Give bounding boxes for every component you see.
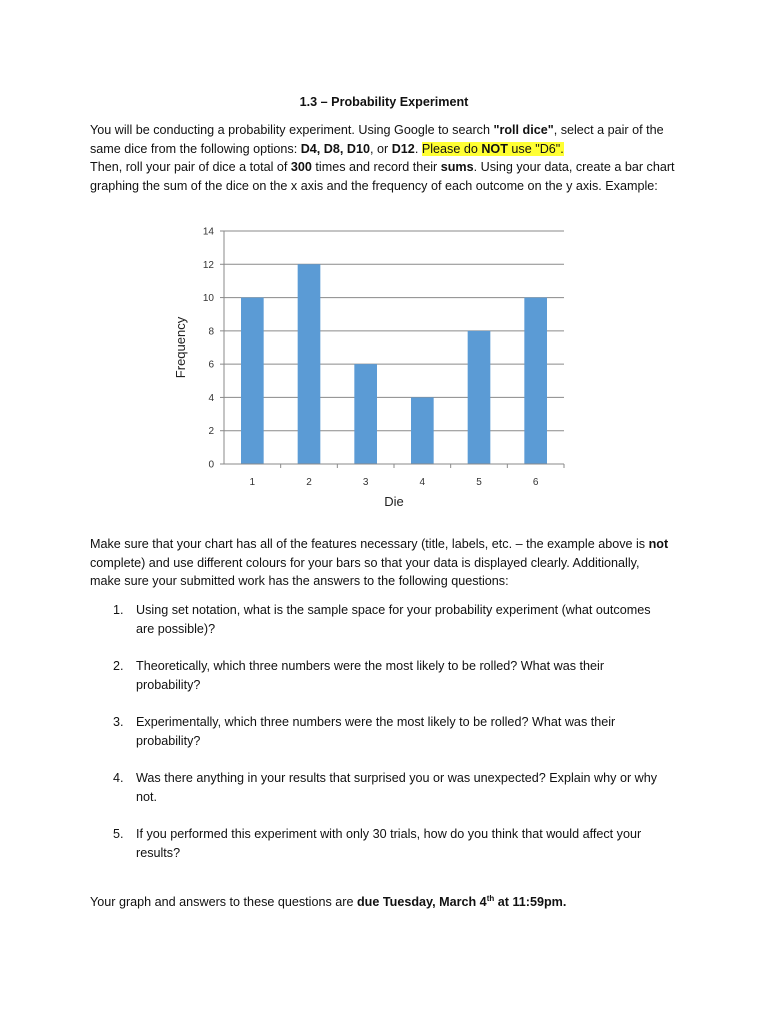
question-text: Was there anything in your results that surprised you or was unexpected? Explain why or why [136,771,658,785]
question-text: Theoretically, which three numbers were the most likely to be rolled? What was their [136,659,605,673]
y-tick-label: 2 [208,426,214,438]
question-text: not. [136,789,158,804]
question-text: Experimentally, which three numbers were the most likely to be rolled? What was their [136,715,616,729]
intro-text: same dice from the following options: [90,141,301,156]
intro-line-1 [90,121,690,140]
y-tick-label: 12 [202,259,214,271]
page-title: 1.3 – Probability Experiment [299,95,469,109]
question-item [90,601,690,638]
question-text: probability? [136,733,201,748]
intro-paragraph [90,121,690,195]
instructions-line-3: make sure your submitted work has the answers to the following questions: [90,574,509,588]
intro-text: , select a pair of the [553,123,664,137]
question-number: 2. [113,659,124,673]
due-date-suffix: th [486,893,495,903]
intro-text: . [414,141,422,156]
bar [241,298,264,464]
intro-text: Then, roll your pair of dice a total of [90,160,291,174]
due-time: at 11:59pm. [494,895,567,909]
question-number: 5. [113,827,124,841]
question-text: are possible)? [136,621,216,636]
example-bar-chart [160,218,580,518]
x-tick-label: 5 [476,477,482,488]
x-axis-title: Die [384,494,404,509]
bar [468,331,491,464]
x-tick-label: 2 [306,477,312,488]
due-date-line [90,893,690,912]
intro-bold-sums: sums [440,160,474,174]
y-tick-label: 8 [208,326,214,338]
question-text: If you performed this experiment with only 30 trials, how do you think that would affect your [136,827,642,841]
question-item [90,825,690,862]
intro-bold-d12: D12 [391,141,415,156]
y-tick-label: 10 [202,293,214,305]
question-item [90,657,690,694]
intro-text: times and record their [311,160,441,174]
instructions-line-1 [90,535,690,554]
intro-text: , or [370,141,392,156]
instructions-text: Make sure that your chart has all of the features necessary (title, labels, etc. – the example above is [90,537,649,551]
intro-line-2 [90,140,690,159]
intro-line-3 [90,158,690,177]
question-text: Using set notation, what is the sample space for your probability experiment (what outcomes [136,603,651,617]
x-tick-label: 1 [249,477,256,488]
warning-bold-not: NOT [481,141,508,156]
question-number: 4. [113,771,124,785]
intro-text: . Using your data, create a bar chart [473,160,675,174]
question-item [90,769,690,806]
due-date-bold [357,895,566,909]
instructions-line-2: complete) and use different colours for your bars so that your data is displayed clearly. Additionally, [90,555,640,570]
intro-bold-dice-options: D4, D8, D10 [300,141,370,156]
warning-text: use "D6". [507,141,564,156]
bar [524,298,547,464]
y-tick-label: 6 [208,359,214,371]
instructions-paragraph [90,535,690,591]
question-number: 3. [113,715,124,729]
question-text: probability? [136,677,201,692]
intro-line-4: graphing the sum of the dice on the x axis and the frequency of each outcome on the y axis. Example: [90,178,658,193]
bar [298,264,321,464]
y-axis-title: Frequency [173,316,188,379]
intro-text: You will be conducting a probability experiment. Using Google to search [90,123,494,137]
bar [411,397,434,464]
instructions-bold-not: not [648,537,669,551]
intro-bold-300: 300 [290,160,312,174]
warning-text: Please do [421,141,482,156]
x-tick-label: 4 [419,477,426,488]
bar [354,364,377,464]
highlighted-warning [422,142,564,156]
due-date: due Tuesday, March 4 [356,895,487,909]
intro-bold-roll-dice: "roll dice" [493,123,554,137]
question-item [90,713,690,750]
y-tick-label: 14 [202,226,214,238]
y-tick-label: 4 [208,392,214,404]
question-number: 1. [113,603,124,617]
x-tick-label: 6 [532,477,539,488]
x-tick-label: 3 [362,477,369,488]
due-text: Your graph and answers to these questions are [90,895,357,909]
question-list [90,601,690,881]
y-tick-label: 0 [208,459,214,471]
question-text: results? [136,845,181,860]
